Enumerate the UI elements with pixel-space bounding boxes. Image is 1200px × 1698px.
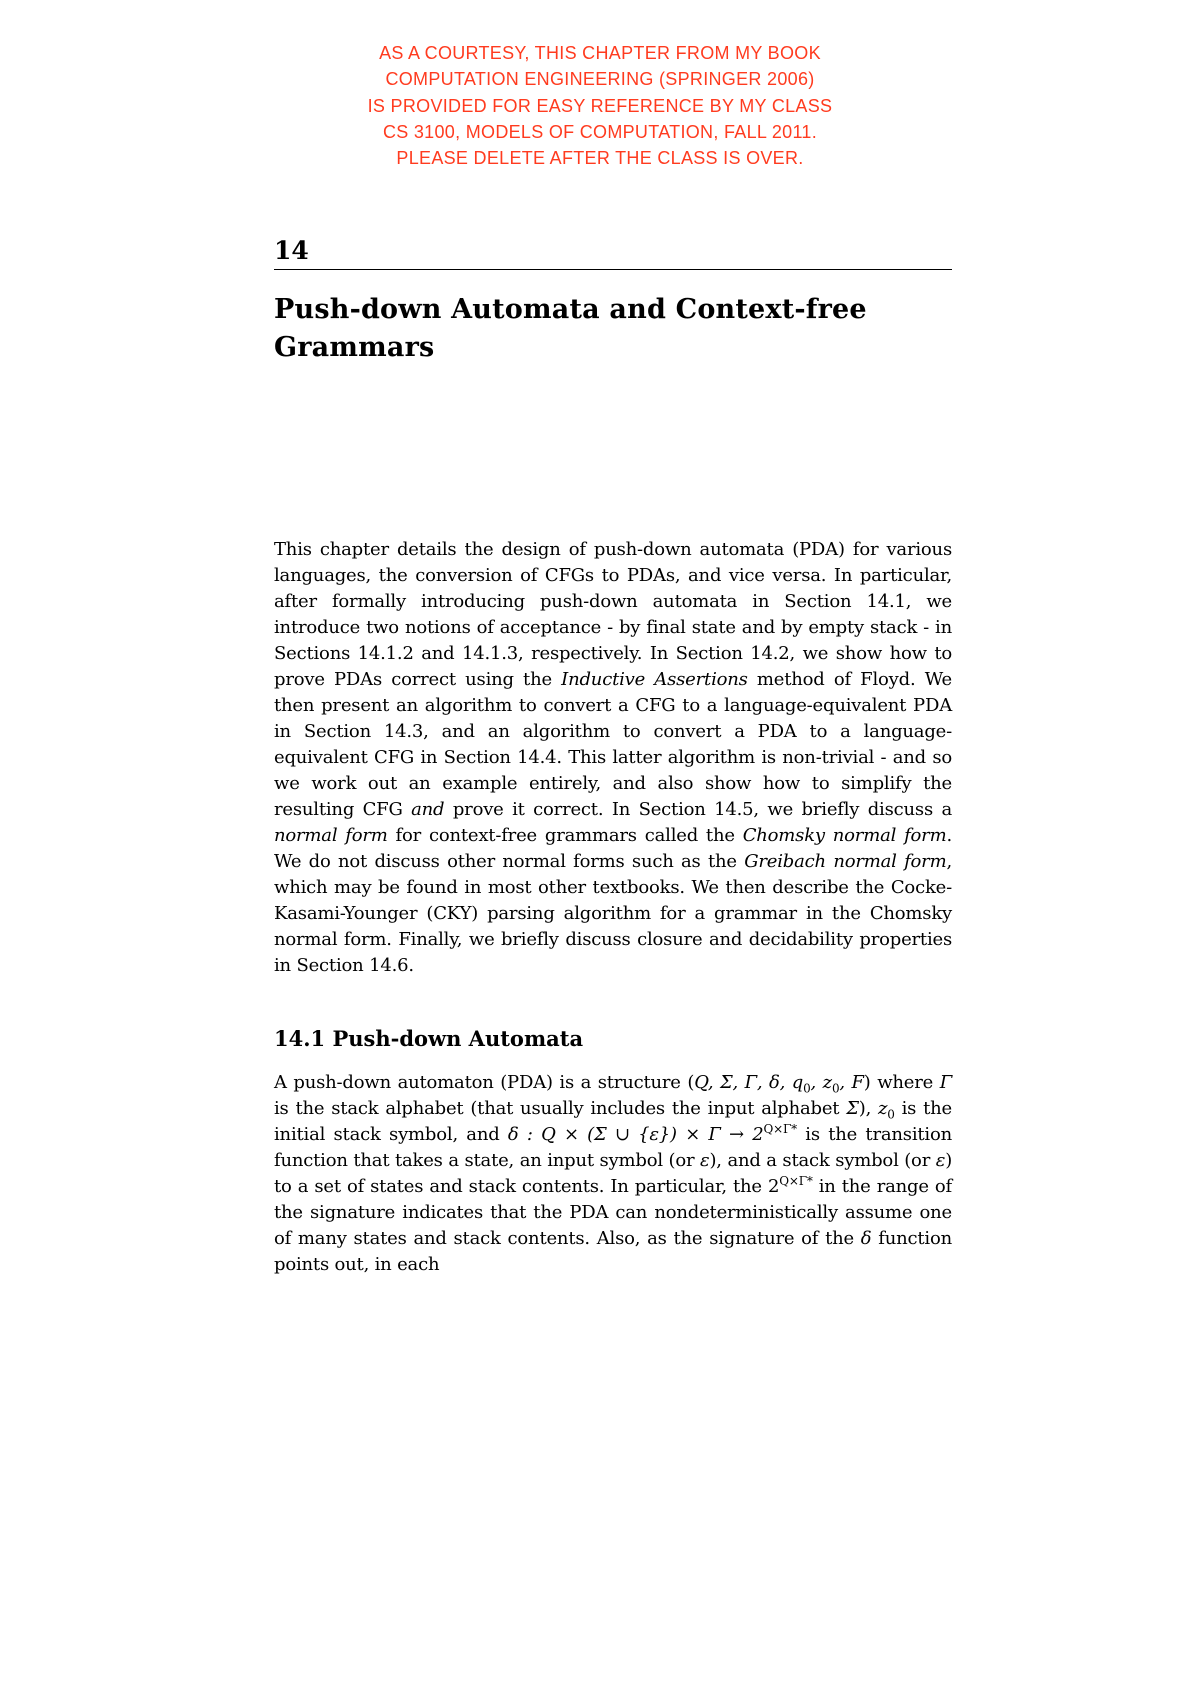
intro-text-6: , which may be found in most other textbooks. We then describe the Cocke-Kasami-Younger (CKY) parsing algorithm for a grammar in the Chomsky normal form. Finally, we briefly discuss closure and decidability properties in Section 14.6.: [274, 851, 952, 976]
sec-text-3: is the stack alphabet (that usually includes the input alphabet: [274, 1098, 847, 1119]
courtesy-line-2: COMPUTATION ENGINEERING (SPRINGER 2006): [385, 69, 815, 90]
math-z: , z: [810, 1072, 832, 1093]
chapter-rule: [274, 269, 952, 270]
courtesy-line-3: IS PROVIDED FOR EASY REFERENCE BY MY CLASS: [367, 95, 833, 116]
math-delta: δ: [860, 1228, 872, 1249]
sec-text-5: is the initial stack symbol, and: [274, 1098, 952, 1145]
sec-text-6: is the transition function that takes a state, an input symbol (or: [274, 1124, 952, 1171]
math-sigma: Σ: [846, 1098, 859, 1119]
section-heading: 14.1 Push-down Automata: [274, 1026, 584, 1051]
intro-paragraph: [274, 537, 952, 979]
sec-text-7: ), and a stack symbol (or: [709, 1150, 936, 1171]
math-delta-signature: δ : Q × (Σ ∪ {ε}) × Γ → 2: [507, 1124, 764, 1145]
chapter-title: [274, 291, 952, 367]
math-epsilon: ε: [700, 1150, 710, 1171]
math-two: 2: [767, 1176, 780, 1197]
sec-text-4: ),: [858, 1098, 878, 1119]
courtesy-line-4: CS 3100, MODELS OF COMPUTATION, FALL 2011.: [382, 121, 818, 142]
intro-emph-normal-form: normal form: [274, 825, 388, 846]
math-gamma: Γ: [939, 1072, 952, 1093]
math-sup: Q×Γ*: [779, 1174, 813, 1188]
courtesy-line-5: PLEASE DELETE AFTER THE CLASS IS OVER.: [396, 148, 804, 169]
sec-text-8: ) to a set of states and stack contents. In particular, the: [274, 1150, 953, 1197]
math-sub: 0: [831, 1081, 840, 1096]
intro-text-1: This chapter details the design of push-down automata (PDA) for various languages, the conversion of CFGs to PDAs, and vice versa. In particular, after formally introducing push-down automata in Section 14.1, we introduce two notions of acceptance - by final state and by empty stack - in Sections 14.1.2 and 14.1.3, respectively. In Section 14.2, we show how to prove PDAs correct using the: [274, 539, 952, 690]
math-sub: 0: [887, 1107, 895, 1122]
math-sub: 0: [803, 1081, 811, 1096]
section-paragraph: [274, 1070, 952, 1278]
intro-emph-and: and: [411, 799, 445, 820]
courtesy-line-1: AS A COURTESY, THIS CHAPTER FROM MY BOOK: [379, 43, 821, 63]
sec-text-9: in the range of the signature indicates that the PDA can nondeterministically assume one of many states and stack contents. Also, as the signature of the: [274, 1176, 952, 1249]
sec-text-2: ) where: [863, 1072, 940, 1093]
math-tuple: Q, Σ, Γ, δ, q: [694, 1072, 804, 1093]
sec-text-1: A push-down automaton (PDA) is a structure (: [274, 1072, 695, 1093]
intro-text-3: prove it correct. In Section 14.5, we briefly discuss a: [444, 799, 952, 820]
intro-text-4: for context-free grammars called the: [387, 825, 743, 846]
intro-text-2: method of Floyd. We then present an algorithm to convert a CFG to a language-equivalent PDA in Section 14.3, and an algorithm to convert a PDA to a language-equivalent CFG in Section 14.4. This latter algorithm is non-trivial - and so we work out an example entirely, and also show how to simplify the resulting CFG: [274, 669, 952, 820]
chapter-title-line-2: Grammars: [274, 332, 435, 363]
intro-emph-inductive-assertions: Inductive Assertions: [561, 669, 748, 690]
intro-text-5: . We do not discuss other normal forms such as the: [274, 825, 952, 872]
chapter-title-line-1: Push-down Automata and Context-free: [274, 294, 867, 325]
math-f: , F: [839, 1072, 864, 1093]
sec-text-10: function points out, in each: [274, 1228, 952, 1275]
math-sup: Q×Γ*: [763, 1122, 797, 1136]
chapter-number: 14: [274, 236, 309, 265]
intro-emph-greibach: Greibach normal form: [744, 851, 947, 872]
intro-emph-chomsky: Chomsky normal form: [742, 825, 947, 846]
courtesy-notice: [300, 40, 900, 171]
math-epsilon: ε: [935, 1150, 946, 1171]
math-z0: z: [878, 1098, 888, 1119]
